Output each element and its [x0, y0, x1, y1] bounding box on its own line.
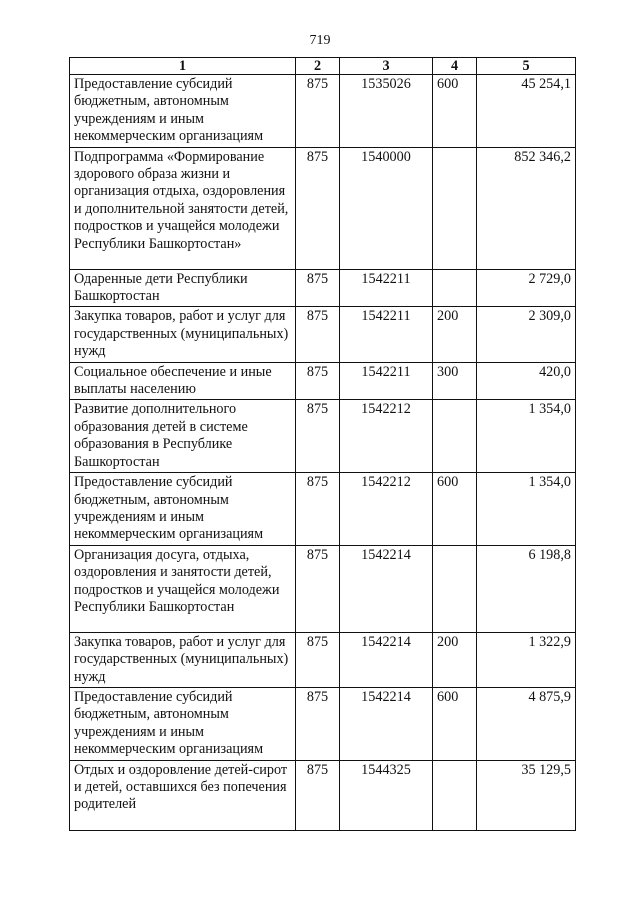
row-name-cell: Развитие дополнительного образования детей в системе образования в Республике Башкортостан [70, 400, 296, 473]
table-row [70, 473, 576, 546]
row-name-cell: Организация досуга, отдыха, оздоровления и занятости детей, подростков и учащейся молодежи Республики Башкортостан [70, 545, 296, 632]
row-expense-type-cell: 600 [433, 687, 477, 760]
table-row [70, 269, 576, 307]
row-amount-cell: 35 129,5 [477, 760, 576, 830]
table-row [70, 362, 576, 400]
row-code-cell: 875 [296, 545, 340, 632]
row-expense-type-cell: 200 [433, 307, 477, 362]
row-name-cell: Закупка товаров, работ и услуг для государственных (муниципальных) нужд [70, 632, 296, 687]
budget-table [69, 57, 576, 831]
row-expense-type-cell: 600 [433, 473, 477, 546]
row-amount-cell: 420,0 [477, 362, 576, 400]
row-name-cell: Подпрограмма «Формирование здорового образа жизни и организация отдыха, оздоровления и дополнительной занятости детей, подростков и учащейся молодежи Республики Башкортостан» [70, 147, 296, 269]
row-name-cell: Предоставление субсидий бюджетным, автономным учреждениям и иным некоммерческим организациям [70, 687, 296, 760]
table-body [70, 75, 576, 831]
row-code-cell: 875 [296, 687, 340, 760]
row-expense-type-cell [433, 545, 477, 632]
row-expense-type-cell: 300 [433, 362, 477, 400]
column-header-4: 4 [433, 58, 477, 75]
column-header-5: 5 [477, 58, 576, 75]
table-header-row [70, 58, 576, 75]
row-code-cell: 875 [296, 269, 340, 307]
row-name-cell: Социальное обеспечение и иные выплаты населению [70, 362, 296, 400]
table-row [70, 687, 576, 760]
table-row [70, 545, 576, 632]
row-target-article-cell: 1542211 [340, 269, 433, 307]
row-amount-cell: 4 875,9 [477, 687, 576, 760]
row-amount-cell: 1 354,0 [477, 473, 576, 546]
page-number: 719 [309, 33, 331, 48]
row-target-article-cell: 1540000 [340, 147, 433, 269]
row-expense-type-cell: 200 [433, 632, 477, 687]
column-header-1: 1 [70, 58, 296, 75]
row-expense-type-cell [433, 147, 477, 269]
column-header-3: 3 [340, 58, 433, 75]
table-row [70, 632, 576, 687]
row-code-cell: 875 [296, 307, 340, 362]
row-code-cell: 875 [296, 632, 340, 687]
row-expense-type-cell [433, 269, 477, 307]
row-amount-cell: 2 729,0 [477, 269, 576, 307]
table-row [70, 307, 576, 362]
row-code-cell: 875 [296, 473, 340, 546]
row-code-cell: 875 [296, 75, 340, 148]
row-target-article-cell: 1544325 [340, 760, 433, 830]
row-amount-cell: 2 309,0 [477, 307, 576, 362]
row-amount-cell: 1 354,0 [477, 400, 576, 473]
row-target-article-cell: 1542214 [340, 545, 433, 632]
row-target-article-cell: 1542212 [340, 400, 433, 473]
row-name-cell: Отдых и оздоровление детей-сирот и детей, оставшихся без попечения родителей [70, 760, 296, 830]
row-target-article-cell: 1542214 [340, 632, 433, 687]
row-code-cell: 875 [296, 400, 340, 473]
table-row [70, 760, 576, 830]
row-amount-cell: 6 198,8 [477, 545, 576, 632]
row-expense-type-cell [433, 760, 477, 830]
row-target-article-cell: 1542211 [340, 307, 433, 362]
row-target-article-cell: 1535026 [340, 75, 433, 148]
row-name-cell: Закупка товаров, работ и услуг для государственных (муниципальных) нужд [70, 307, 296, 362]
row-name-cell: Одаренные дети Республики Башкортостан [70, 269, 296, 307]
row-amount-cell: 1 322,9 [477, 632, 576, 687]
row-name-cell: Предоставление субсидий бюджетным, автономным учреждениям и иным некоммерческим организациям [70, 75, 296, 148]
table-row [70, 400, 576, 473]
row-target-article-cell: 1542211 [340, 362, 433, 400]
row-code-cell: 875 [296, 760, 340, 830]
row-expense-type-cell [433, 400, 477, 473]
table-row [70, 147, 576, 269]
column-header-2: 2 [296, 58, 340, 75]
row-target-article-cell: 1542214 [340, 687, 433, 760]
row-code-cell: 875 [296, 147, 340, 269]
table-row [70, 75, 576, 148]
row-target-article-cell: 1542212 [340, 473, 433, 546]
row-amount-cell: 852 346,2 [477, 147, 576, 269]
row-amount-cell: 45 254,1 [477, 75, 576, 148]
row-expense-type-cell: 600 [433, 75, 477, 148]
row-code-cell: 875 [296, 362, 340, 400]
row-name-cell: Предоставление субсидий бюджетным, автономным учреждениям и иным некоммерческим организациям [70, 473, 296, 546]
